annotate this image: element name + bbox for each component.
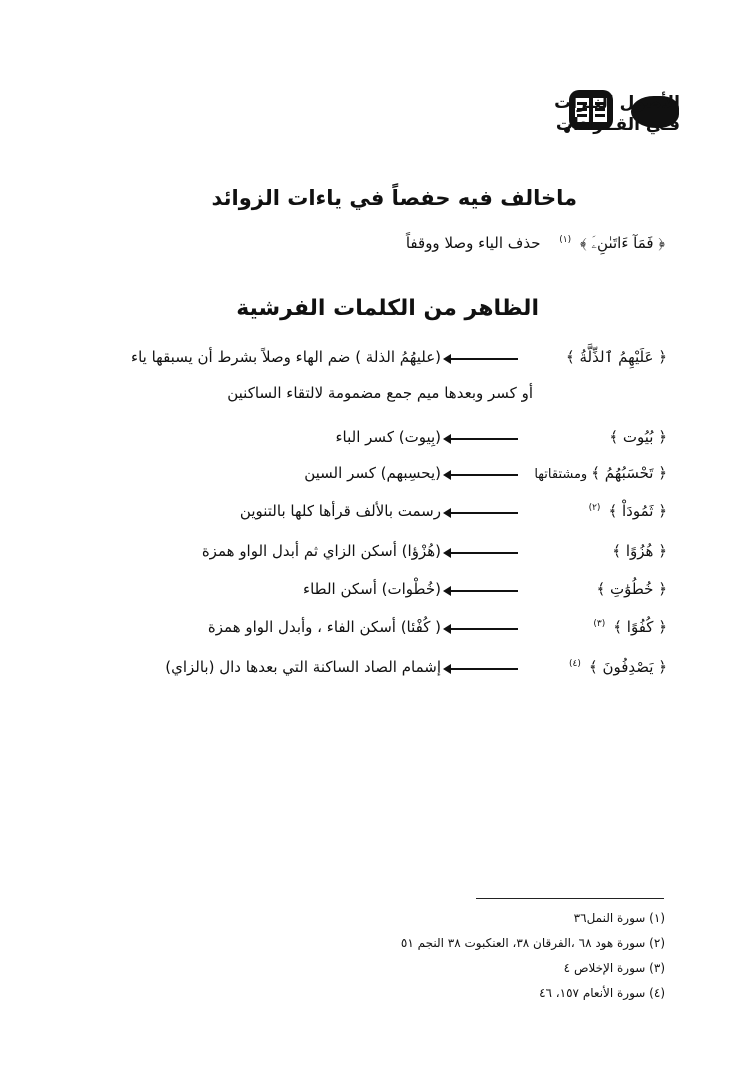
header-title: الأصول النيرات [554,93,680,113]
quran-word: ﴿ هُزُوًا ﴾ [612,542,667,560]
section-heading-zawaid: ماخالف فيه حفصاً في ياءات الزوائد [211,186,577,210]
reading-rule: (هُزْؤا) أسكن الزاي ثم أبدل الواو همزة [201,542,441,560]
arrow-left-icon [450,474,518,476]
footnote-ref: (١) [559,235,572,245]
footnote-ref: (٣) [593,619,606,629]
page-header [435,86,680,142]
footnote-divider [476,898,664,899]
arrow-left-icon [450,590,518,592]
quran-word: ﴿ كُفُوًا ﴾$^{(٣)}$ [593,618,667,636]
arrow-left-icon [450,512,518,514]
reading-rule: (عليهُمُ الذلة ) ضم الهاء وصلاً بشرط أن يسبقها ياء [131,348,441,366]
table-row [0,576,747,606]
table-row [0,498,747,528]
footnotes [345,906,665,1006]
arrow-left-icon [450,438,518,440]
footnote: (٢) سورة هود ٦٨ ،الفرقان ٣٨، العنكبوت ٣٨ النجم ٥١ [400,936,665,950]
table-row [0,460,747,490]
quran-word: ﴿ عَلَيْهِمُ ٱلذِّلَّةُ ﴾ [565,348,667,366]
quran-word: ﴿ فَمَآ ءَاتَىٰنِۦَ ﴾ [579,234,665,252]
table-row [0,538,747,568]
zawaid-entry [165,234,665,264]
quran-word: ﴿ ثَمُودَاْ ﴾$^{(٢)}$ [588,502,667,520]
footnote: (١) سورة النمل٣٦ [573,911,665,925]
table-row [0,424,747,454]
reading-rule: رسمت بالألف قرأها كلها بالتنوين [239,502,441,520]
table-row [0,614,747,644]
quran-word: ﴿ خُطُوَٰتِ ﴾ [596,580,667,598]
reading-rule: (خُطْوات) أسكن الطاء [303,580,441,598]
footnote: (٣) سورة الإخلاص ٤ [563,961,665,975]
arrow-left-icon [450,628,518,630]
arrow-left-icon [450,668,518,670]
section-heading-farshiya: الظاهر من الكلمات الفرشية [236,296,539,321]
footnote-ref: (٤) [569,659,581,669]
reading-rule: (يحسِبهم) كسر السين [304,464,441,482]
footnote-ref: (٢) [588,503,601,513]
arrow-left-icon [450,552,518,554]
footnote: (٤) سورة الأنعام ١٥٧، ٤٦ [539,986,665,1000]
reading-rule: حذف الياء وصلا ووقفاً [405,234,541,252]
arrow-left-icon [450,358,518,360]
reading-rule: ( كُفْئا) أسكن الفاء ، وأبدل الواو همزة [207,618,441,636]
header-subtitle: فـي القــراءات [555,115,680,135]
quran-word: ﴿ يَصْدِفُونَ ﴾$^{(٤)}$ [569,658,667,676]
quran-word: ﴿ تَحْسَبُهُمُ ﴾ومشتقاتها [534,464,667,482]
table-row [0,654,747,684]
derivatives-note: ومشتقاتها [534,467,588,482]
table-row [0,344,747,374]
reading-rule: (بِيوت) كسر الباء [335,428,441,446]
quran-word: ﴿ بُيُوت ﴾ [609,428,667,446]
rule-continuation: أو كسر وبعدها ميم جمع مضمومة لالتقاء الساكنين [227,384,533,402]
reading-rule: إشمام الصاد الساكنة التي بعدها دال (بالزاي) [165,658,441,676]
